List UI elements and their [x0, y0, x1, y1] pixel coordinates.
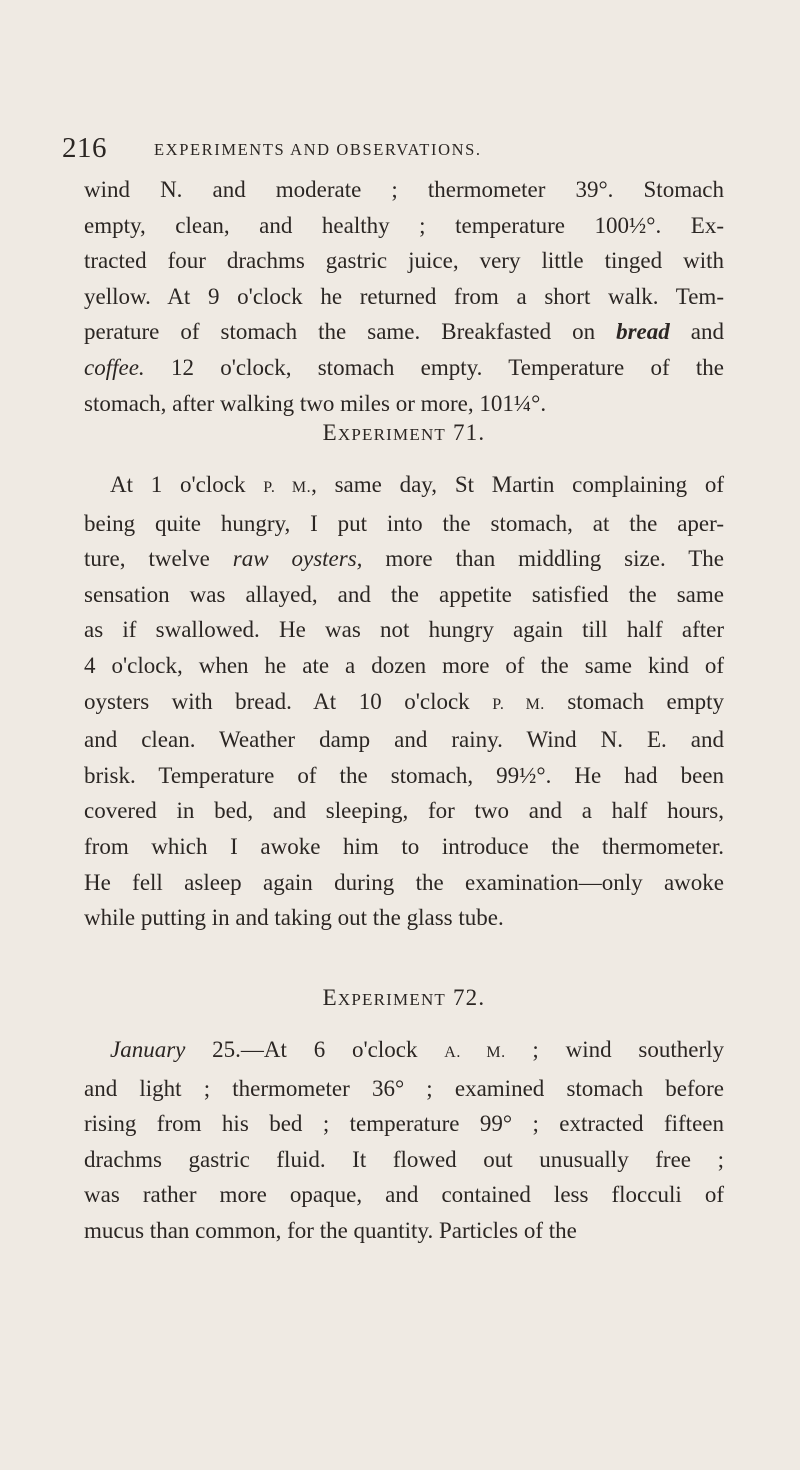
- emphasis-coffee: coffee.: [84, 354, 145, 380]
- experiment-71-heading: [84, 420, 724, 446]
- text-line: [84, 541, 724, 577]
- text-run: ture, twelve: [84, 546, 233, 572]
- running-head: EXPERIMENTS AND OBSERVATIONS.: [154, 140, 482, 159]
- text-line: and clean. Weather damp and rainy. Wind N. E. and: [84, 727, 724, 753]
- heading-number: 71.: [446, 420, 486, 445]
- text-line: yellow. At 9 o'clock he returned from a short walk. Tem-: [84, 283, 724, 309]
- text-line: empty, clean, and healthy ; temperature 100½°. Ex-: [84, 212, 724, 238]
- text-run: ; wind southerly: [505, 1037, 725, 1062]
- text-line: He fell asleep again during the examination—only awoke: [84, 869, 724, 895]
- emphasis-raw-oysters: raw oysters,: [232, 546, 363, 572]
- text-run: stomach empty: [544, 688, 724, 714]
- text-run: oysters with bread. At 10 o'clock: [84, 688, 493, 714]
- heading-initial: E: [322, 420, 338, 445]
- emphasis-bread: bread: [616, 319, 670, 345]
- text-line: mucus than common, for the quantity. Particles of the: [84, 1217, 577, 1243]
- text-line: tracted four drachms gastric juice, very little tinged with: [84, 248, 724, 274]
- heading-number: 72.: [446, 985, 486, 1010]
- text-line: stomach, after walking two miles or more, 101¼°.: [84, 390, 547, 416]
- date-month: January: [110, 1037, 186, 1062]
- text-line: sensation was allayed, and the appetite satisfied the same: [84, 581, 724, 607]
- text-run: perature of stomach the same. Breakfasted on: [84, 319, 617, 345]
- text-line: while putting in and taking out the glass tube.: [84, 905, 504, 931]
- text-line: [84, 1032, 724, 1071]
- text-run: more than middling size. The: [362, 546, 724, 572]
- text-line: [84, 467, 724, 506]
- text-run: , same day, St Martin complaining of: [311, 472, 724, 497]
- experiment-72-heading: [84, 985, 724, 1011]
- time-am: A. M.: [444, 1044, 506, 1061]
- experiment-71-paragraph: [84, 467, 724, 936]
- text-run: 25.—At 6 o'clock: [185, 1037, 445, 1062]
- text-run: At 1 o'clock: [110, 472, 264, 497]
- heading-smallcaps: XPERIMENT: [337, 425, 446, 444]
- text-line: rising from his bed ; temperature 99° ; extracted fifteen: [84, 1111, 724, 1137]
- time-pm: P. M.: [492, 695, 545, 713]
- heading-initial: E: [322, 985, 338, 1010]
- text-line: 4 o'clock, when he ate a dozen more of the same kind of: [84, 652, 724, 678]
- text-run: and: [669, 319, 724, 345]
- time-pm: P. M.: [263, 479, 312, 496]
- text-line: wind N. and moderate ; thermometer 39°. Stomach: [84, 177, 724, 202]
- text-run: 12 o'clock, stomach empty. Temperature of the: [144, 354, 724, 380]
- experiment-72-paragraph: [84, 1032, 724, 1249]
- text-line: drachms gastric fluid. It flowed out unusually free ;: [84, 1146, 724, 1172]
- heading-smallcaps: XPERIMENT: [337, 990, 446, 1009]
- text-line: [84, 350, 724, 386]
- text-line: was rather more opaque, and contained less flocculi of: [84, 1182, 724, 1208]
- text-line: from which I awoke him to introduce the thermometer.: [84, 833, 724, 859]
- text-line: brisk. Temperature of the stomach, 99½°. He had been: [84, 762, 724, 788]
- paragraph-continuation: [84, 172, 724, 421]
- text-line: [84, 684, 724, 723]
- text-line: and light ; thermometer 36° ; examined stomach before: [84, 1075, 724, 1101]
- text-line: covered in bed, and sleeping, for two and a half hours,: [84, 798, 724, 824]
- page-header: [62, 132, 742, 172]
- text-line: [84, 314, 724, 350]
- page-number: 216: [62, 132, 107, 164]
- text-line: being quite hungry, I put into the stomach, at the aper-: [84, 510, 724, 536]
- text-line: as if swallowed. He was not hungry again till half after: [84, 617, 724, 643]
